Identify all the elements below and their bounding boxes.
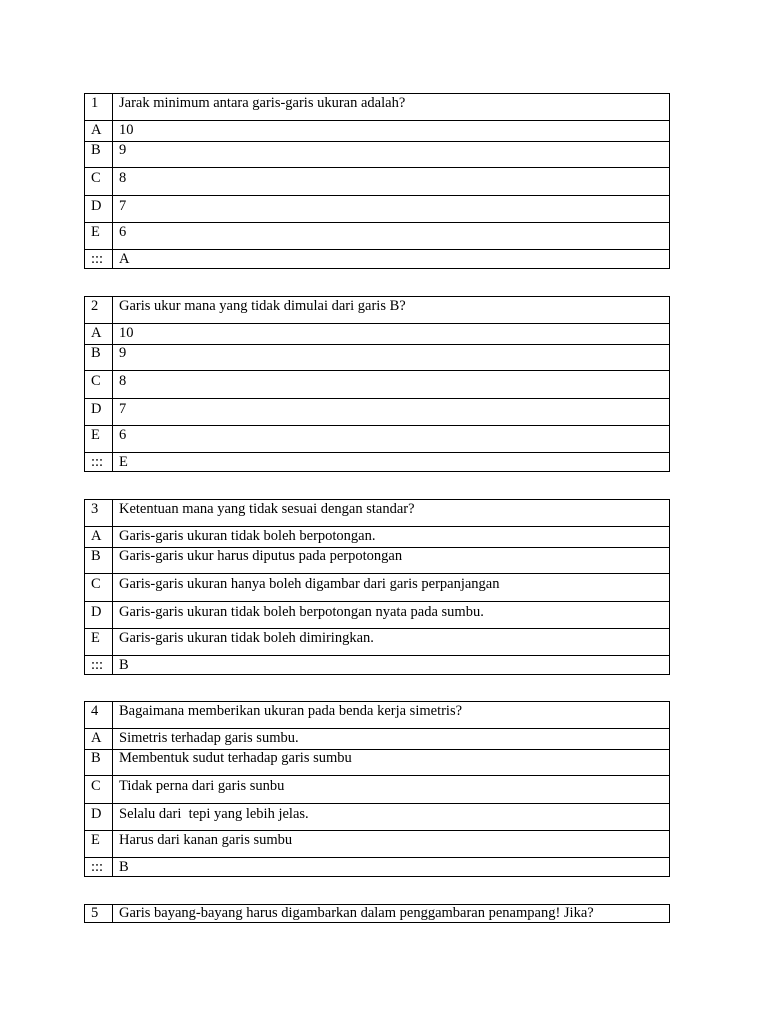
option-key: B <box>85 750 113 776</box>
option-row-c <box>85 168 670 196</box>
option-text: Selalu dari tepi yang lebih jelas. <box>113 804 670 831</box>
option-text: 9 <box>113 142 670 168</box>
option-key: D <box>85 602 113 629</box>
option-text: Tidak perna dari garis sunbu <box>113 776 670 804</box>
option-row-d <box>85 804 670 831</box>
option-row-c <box>85 371 670 399</box>
option-key: C <box>85 168 113 196</box>
option-row-a <box>85 324 670 345</box>
option-row-e <box>85 223 670 250</box>
answer-marker: ::: <box>85 453 113 472</box>
option-key: A <box>85 324 113 345</box>
option-text: Garis-garis ukuran tidak boleh berpotongan. <box>113 527 670 548</box>
option-key: B <box>85 548 113 574</box>
option-row-a <box>85 729 670 750</box>
option-text: 10 <box>113 121 670 142</box>
answer-row <box>85 858 670 877</box>
option-key: D <box>85 804 113 831</box>
answer-text: A <box>113 250 670 269</box>
option-key: B <box>85 142 113 168</box>
option-key: D <box>85 399 113 426</box>
answer-text: B <box>113 656 670 675</box>
option-key: C <box>85 371 113 399</box>
option-text: Garis-garis ukuran tidak boleh berpotongan nyata pada sumbu. <box>113 602 670 629</box>
option-row-e <box>85 629 670 656</box>
option-row-a <box>85 121 670 142</box>
option-text: 8 <box>113 371 670 399</box>
option-text: 8 <box>113 168 670 196</box>
option-text: Simetris terhadap garis sumbu. <box>113 729 670 750</box>
option-row-c <box>85 776 670 804</box>
option-row-a <box>85 527 670 548</box>
question-row <box>85 702 670 729</box>
option-text: Garis-garis ukur harus diputus pada perpotongan <box>113 548 670 574</box>
question-number: 3 <box>85 500 113 527</box>
question-table-5 <box>84 904 670 923</box>
option-text: 6 <box>113 426 670 453</box>
option-key: A <box>85 527 113 548</box>
option-row-d <box>85 399 670 426</box>
option-text: Harus dari kanan garis sumbu <box>113 831 670 858</box>
answer-text: E <box>113 453 670 472</box>
option-text: 7 <box>113 399 670 426</box>
question-table-1 <box>84 93 670 269</box>
option-row-e <box>85 426 670 453</box>
option-text: 9 <box>113 345 670 371</box>
answer-text: B <box>113 858 670 877</box>
option-row-b <box>85 142 670 168</box>
option-key: A <box>85 121 113 142</box>
option-key: A <box>85 729 113 750</box>
question-text: Jarak minimum antara garis-garis ukuran adalah? <box>113 94 670 121</box>
question-row <box>85 297 670 324</box>
answer-row <box>85 453 670 472</box>
option-key: C <box>85 776 113 804</box>
option-text: Garis-garis ukuran tidak boleh dimiringkan. <box>113 629 670 656</box>
answer-marker: ::: <box>85 250 113 269</box>
answer-row <box>85 656 670 675</box>
option-row-c <box>85 574 670 602</box>
option-key: E <box>85 426 113 453</box>
option-row-d <box>85 196 670 223</box>
option-key: B <box>85 345 113 371</box>
question-row <box>85 500 670 527</box>
answer-row <box>85 250 670 269</box>
option-row-e <box>85 831 670 858</box>
option-text: 6 <box>113 223 670 250</box>
question-text: Ketentuan mana yang tidak sesuai dengan standar? <box>113 500 670 527</box>
option-text: 10 <box>113 324 670 345</box>
option-text: Garis-garis ukuran hanya boleh digambar dari garis perpanjangan <box>113 574 670 602</box>
answer-marker: ::: <box>85 656 113 675</box>
option-key: D <box>85 196 113 223</box>
question-table-4 <box>84 701 670 877</box>
question-table-3 <box>84 499 670 675</box>
question-text: Bagaimana memberikan ukuran pada benda kerja simetris? <box>113 702 670 729</box>
question-row <box>85 94 670 121</box>
option-text: Membentuk sudut terhadap garis sumbu <box>113 750 670 776</box>
question-table-2 <box>84 296 670 472</box>
question-number: 2 <box>85 297 113 324</box>
option-row-b <box>85 548 670 574</box>
question-text: Garis bayang-bayang harus digambarkan dalam penggambaran penampang! Jika? <box>113 905 670 923</box>
option-key: E <box>85 831 113 858</box>
option-row-b <box>85 345 670 371</box>
option-key: C <box>85 574 113 602</box>
question-number: 5 <box>85 905 113 923</box>
answer-marker: ::: <box>85 858 113 877</box>
option-row-d <box>85 602 670 629</box>
option-text: 7 <box>113 196 670 223</box>
question-row <box>85 905 670 923</box>
question-text: Garis ukur mana yang tidak dimulai dari garis B? <box>113 297 670 324</box>
question-number: 4 <box>85 702 113 729</box>
option-key: E <box>85 629 113 656</box>
question-number: 1 <box>85 94 113 121</box>
option-row-b <box>85 750 670 776</box>
option-key: E <box>85 223 113 250</box>
